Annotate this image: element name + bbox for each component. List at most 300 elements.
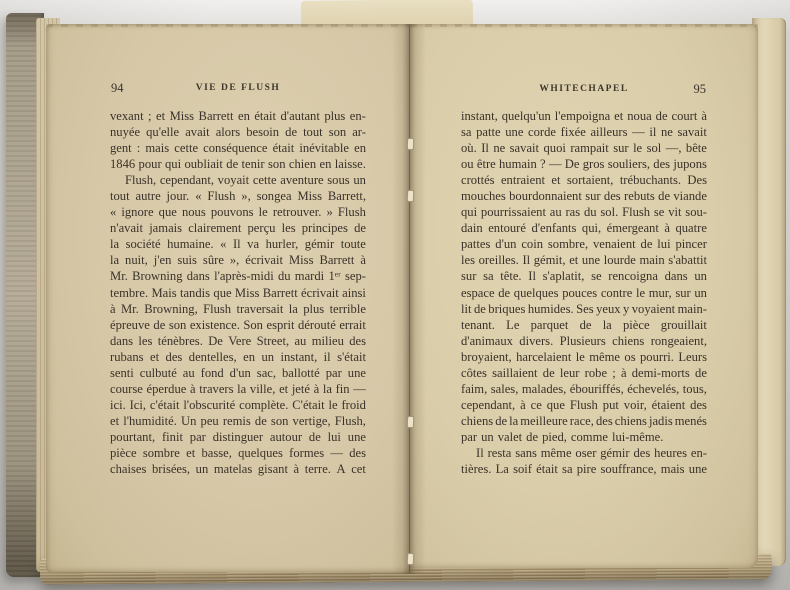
word: jamais — [149, 221, 183, 236]
word: à — [620, 365, 627, 380]
word: une — [347, 365, 366, 380]
word: quelques — [513, 285, 559, 300]
word: l'humidité. — [123, 413, 177, 428]
word: — — [353, 381, 366, 396]
word: échevelés, — [627, 381, 680, 396]
page-right — [410, 24, 758, 568]
word: tous, — [682, 381, 707, 396]
word: que — [213, 285, 232, 300]
word: trébuchants. — [619, 173, 682, 188]
word: valet — [497, 429, 523, 444]
word: par — [461, 429, 478, 444]
word: société — [125, 237, 161, 252]
word: leur — [559, 365, 580, 380]
word: que — [546, 397, 565, 412]
text-line — [110, 334, 366, 350]
word: ; — [612, 365, 616, 380]
word: A — [336, 462, 346, 477]
word: Ses — [576, 301, 594, 316]
word: Flush — [569, 397, 598, 412]
word: chiens — [461, 413, 494, 428]
word: un — [481, 429, 494, 444]
word: de — [308, 429, 321, 444]
word: à — [664, 221, 670, 236]
word: une — [688, 462, 707, 477]
word: pièce — [622, 317, 650, 332]
word: Flush — [337, 205, 366, 220]
word: ébouriffés, — [569, 381, 624, 396]
word: tenir — [241, 157, 265, 172]
word: à — [190, 381, 196, 396]
word: mur, — [648, 285, 672, 300]
word: « — [110, 205, 117, 220]
word: finit — [161, 429, 183, 444]
word: rencoigna — [608, 269, 658, 284]
word: Il — [476, 445, 484, 460]
word: patte — [476, 125, 501, 140]
word: Le — [506, 317, 520, 332]
word: la — [288, 301, 298, 316]
word: mouches — [461, 189, 506, 204]
word: épreuve — [110, 317, 150, 332]
text-line — [110, 237, 366, 253]
word: le — [575, 349, 585, 364]
word: pouces — [562, 285, 598, 300]
text-line — [461, 157, 707, 173]
word: grouillait — [660, 317, 707, 332]
word: au — [182, 365, 195, 380]
text-line — [110, 173, 366, 189]
word: autre — [135, 189, 161, 204]
word: perçu — [247, 221, 276, 236]
word: Il — [481, 141, 489, 156]
page-text-right — [461, 109, 707, 478]
word: ignore — [121, 205, 154, 220]
word: culbuté — [139, 365, 177, 380]
word: Barrett — [262, 285, 298, 300]
word: et — [551, 173, 561, 188]
word: en — [319, 157, 332, 172]
word: le — [633, 141, 643, 156]
word: resta — [487, 445, 512, 460]
word: plus — [303, 301, 325, 316]
word: pourri. — [639, 349, 674, 364]
word: ne — [660, 125, 673, 140]
word: sûre — [202, 253, 224, 268]
word: et — [569, 253, 579, 268]
word: demi-morts — [631, 365, 690, 380]
word: Miss — [234, 285, 260, 300]
word: milieu — [311, 333, 344, 348]
word: venaient — [592, 237, 636, 252]
word: mardi — [294, 269, 325, 284]
word: en — [243, 349, 256, 364]
word: et — [110, 413, 120, 428]
page-text-left — [110, 109, 366, 478]
word: des — [690, 397, 707, 412]
word: qui, — [581, 221, 602, 236]
word: rampait — [570, 141, 609, 156]
word: quatre — [675, 221, 707, 236]
text-line — [110, 286, 366, 302]
page-number-left: 94 — [111, 81, 124, 95]
word: Ici, — [129, 397, 147, 412]
word: yeux — [596, 301, 621, 316]
word: existence. — [189, 317, 240, 332]
word: éperdue — [146, 381, 187, 396]
word: sa — [483, 269, 494, 284]
text-line — [461, 414, 707, 430]
word: du — [277, 269, 291, 284]
word: rubans — [110, 349, 144, 364]
word: La — [495, 462, 509, 477]
text-line — [461, 366, 707, 382]
word: briques — [488, 301, 526, 316]
word: songea — [256, 189, 292, 204]
word: son — [168, 317, 187, 332]
word: sa — [461, 125, 472, 140]
word: Son — [243, 317, 263, 332]
word: un — [195, 462, 209, 477]
word: se — [653, 205, 665, 220]
word: senti — [110, 365, 134, 380]
word: bourdonnaient — [509, 189, 582, 204]
text-line — [110, 125, 366, 141]
word: sur — [613, 141, 629, 156]
text-line — [110, 189, 366, 205]
word: put — [602, 397, 619, 412]
word: esprit — [266, 317, 295, 332]
word: même — [589, 349, 620, 364]
word: gros — [582, 157, 605, 172]
word: de — [542, 365, 555, 380]
word: de — [579, 317, 592, 332]
page-left — [46, 24, 410, 572]
word: la — [322, 381, 332, 396]
word: retrouver. — [272, 205, 322, 220]
word: la — [602, 317, 612, 332]
word: s'aplatit, — [542, 269, 585, 284]
word: fixée — [560, 125, 586, 140]
word: des — [349, 333, 366, 348]
word: son — [328, 125, 347, 140]
word: ? — [540, 157, 546, 172]
word: la — [509, 413, 519, 428]
word: besoin — [246, 125, 280, 140]
word: brisées, — [151, 462, 191, 477]
word: meilleure — [520, 413, 568, 428]
word: des — [653, 157, 671, 172]
word: Miss — [297, 189, 322, 204]
word: suis — [177, 253, 197, 268]
word: même — [540, 445, 572, 460]
word: « — [220, 237, 227, 252]
word: Il — [528, 269, 536, 284]
word: au — [549, 205, 562, 220]
word: par — [189, 429, 206, 444]
word: jadis — [648, 413, 673, 428]
word: sou- — [685, 205, 707, 220]
word: noua — [627, 109, 652, 123]
word: de — [473, 301, 486, 316]
word: — — [330, 445, 343, 460]
word: n'avait — [110, 221, 144, 236]
text-line — [461, 318, 707, 334]
word: Il — [522, 253, 531, 268]
word: ce — [530, 397, 542, 412]
word: sortaient, — [566, 173, 614, 188]
word: ici. — [110, 397, 126, 412]
word: formes — [289, 445, 325, 460]
word: savait — [509, 141, 540, 156]
word: alors — [215, 125, 241, 140]
word: gémit, — [533, 253, 566, 268]
word: il — [649, 125, 657, 140]
word: la — [237, 381, 247, 396]
word: s'abattit — [668, 253, 707, 268]
word: j'en — [153, 253, 172, 268]
text-line — [110, 253, 366, 269]
word: : — [136, 141, 141, 156]
word: sep- — [344, 269, 366, 284]
word: qui — [165, 157, 182, 172]
word: froid — [341, 397, 366, 412]
text-line — [461, 205, 707, 221]
word: lui — [657, 237, 671, 252]
word: jeté — [291, 381, 310, 396]
text-line — [110, 350, 366, 366]
word: dentelles, — [188, 349, 237, 364]
text-line — [461, 430, 707, 446]
word: traversait — [236, 301, 284, 316]
word: oreilles. — [478, 253, 519, 268]
word: humain — [499, 157, 537, 172]
word: hurler, — [265, 237, 299, 252]
word: quoi — [543, 141, 566, 156]
word: 1846 — [110, 157, 136, 172]
word: lui — [327, 429, 341, 444]
word: un — [261, 349, 275, 364]
text-line — [110, 269, 366, 285]
word: une — [505, 125, 524, 140]
word: tête. — [500, 269, 522, 284]
word: viande — [673, 189, 707, 204]
word: chiens — [614, 413, 647, 428]
word: ville, — [249, 381, 276, 396]
word: errait — [339, 317, 366, 332]
word: de — [495, 413, 508, 428]
word: menés — [674, 413, 707, 428]
word: De — [564, 157, 580, 172]
word: sur — [675, 285, 691, 300]
word: de — [640, 237, 653, 252]
word: pour — [138, 157, 162, 172]
word: était — [272, 141, 295, 156]
word: peu — [200, 413, 219, 428]
word: plus — [324, 109, 346, 123]
word: Barrett, — [327, 189, 366, 204]
word: Flush — [207, 189, 236, 204]
running-title-right: WHITECHAPEL — [539, 84, 629, 94]
word: gisant — [257, 462, 288, 477]
word: — — [548, 157, 562, 172]
word: en- — [690, 445, 707, 460]
word: Flush — [622, 205, 651, 220]
word: Plusieurs — [559, 333, 606, 348]
word: de — [153, 317, 166, 332]
word: » — [326, 205, 333, 220]
word: terrible — [329, 301, 366, 316]
word: écrivait — [245, 253, 284, 268]
word: sous — [327, 173, 350, 188]
word: du — [583, 205, 597, 220]
word: ballotté — [281, 365, 320, 380]
word: espace — [461, 285, 495, 300]
word: malades, — [521, 381, 567, 396]
word: entouré — [488, 221, 526, 236]
word: à — [701, 109, 707, 123]
word: Vere — [228, 333, 252, 348]
word: d'un — [495, 237, 517, 252]
page-header-right — [461, 84, 707, 98]
text-line — [461, 237, 707, 253]
word: », — [241, 189, 251, 204]
word: le — [635, 285, 646, 300]
word: l'empoigna — [554, 109, 611, 123]
word: tout — [303, 125, 323, 140]
word: distinguer — [212, 429, 264, 444]
text-line — [461, 253, 707, 269]
word: basse, — [201, 445, 232, 460]
text-line — [110, 398, 366, 414]
word: contre — [600, 285, 633, 300]
word: voyaient — [631, 301, 676, 316]
word: à — [313, 381, 320, 396]
word: dans — [186, 269, 210, 284]
text-line — [110, 414, 366, 430]
word: cependant, — [461, 397, 516, 412]
word: sans — [515, 445, 537, 460]
word: de — [655, 109, 668, 123]
word: ténèbres. — [157, 333, 203, 348]
word: d'autant — [280, 109, 320, 123]
word: saillaient — [492, 365, 538, 380]
word: émergeant — [606, 221, 659, 236]
word: race, — [569, 413, 594, 428]
word: son — [270, 413, 289, 428]
word: une — [581, 253, 601, 268]
word: un — [694, 269, 707, 284]
word: aventure — [280, 173, 324, 188]
word: d'un — [229, 365, 251, 380]
word: dérouté — [298, 317, 336, 332]
word: mais — [660, 462, 685, 477]
word: de — [285, 125, 298, 140]
word: Flush, — [125, 173, 157, 188]
word: Mr. — [120, 301, 139, 316]
word: ; — [148, 109, 152, 123]
word: lui-même. — [611, 429, 664, 444]
word: à — [293, 462, 300, 477]
word: des — [633, 445, 651, 460]
word: se — [591, 269, 602, 284]
word: comme — [570, 429, 608, 444]
word: pattes — [461, 237, 491, 252]
word: sombre — [142, 445, 180, 460]
word: pourtant, — [110, 429, 156, 444]
word: sa — [562, 462, 573, 477]
word: pièce — [110, 445, 137, 460]
word: tout — [110, 189, 130, 204]
word: de — [658, 189, 671, 204]
text-line — [110, 366, 366, 382]
open-book — [6, 10, 784, 582]
word: en — [354, 141, 366, 156]
word: d'enfants — [531, 221, 577, 236]
word: divers. — [519, 333, 554, 348]
word: qu'elle — [146, 125, 180, 140]
word: autour — [269, 429, 303, 444]
word: faim, — [461, 381, 488, 396]
word: ras — [565, 205, 581, 220]
word: rebuts — [624, 189, 655, 204]
word: qui — [461, 205, 478, 220]
text-line — [461, 382, 707, 398]
word: les — [138, 333, 153, 348]
word: un — [694, 285, 707, 300]
word: tenant. — [461, 317, 495, 332]
word: voir, — [623, 397, 647, 412]
word: broyaient, — [461, 349, 512, 364]
word: Miss — [288, 253, 314, 268]
text-line — [461, 462, 707, 478]
word: c'était — [149, 397, 180, 412]
word: s'était — [337, 349, 366, 364]
word: Flush, — [334, 413, 366, 428]
word: gent — [110, 141, 132, 156]
word: coin — [521, 237, 543, 252]
word: cet — [351, 462, 366, 477]
word: être — [476, 157, 496, 172]
word: à — [360, 253, 366, 268]
word: pourrissaient — [480, 205, 546, 220]
text-line — [461, 398, 707, 414]
word: « — [195, 189, 202, 204]
word: — — [632, 125, 645, 140]
word: jour. — [166, 189, 190, 204]
word: pied, — [542, 429, 567, 444]
word: le — [258, 205, 268, 220]
word: C'était — [292, 397, 325, 412]
word: sombre, — [547, 237, 589, 252]
text-line — [110, 157, 366, 173]
word: toute — [340, 237, 366, 252]
word: De — [208, 333, 223, 348]
word: lourde — [603, 253, 636, 268]
word: la — [110, 237, 120, 252]
word: cependant, — [159, 173, 215, 188]
text-line — [110, 318, 366, 334]
word: main — [639, 253, 665, 268]
word: Mr. — [110, 269, 128, 284]
text-line — [110, 430, 366, 446]
word: nous — [181, 205, 206, 220]
word: avait — [185, 125, 210, 140]
word: remis — [222, 413, 251, 428]
word: humides. — [527, 301, 574, 316]
word: dans — [664, 269, 688, 284]
word: va — [247, 237, 260, 252]
